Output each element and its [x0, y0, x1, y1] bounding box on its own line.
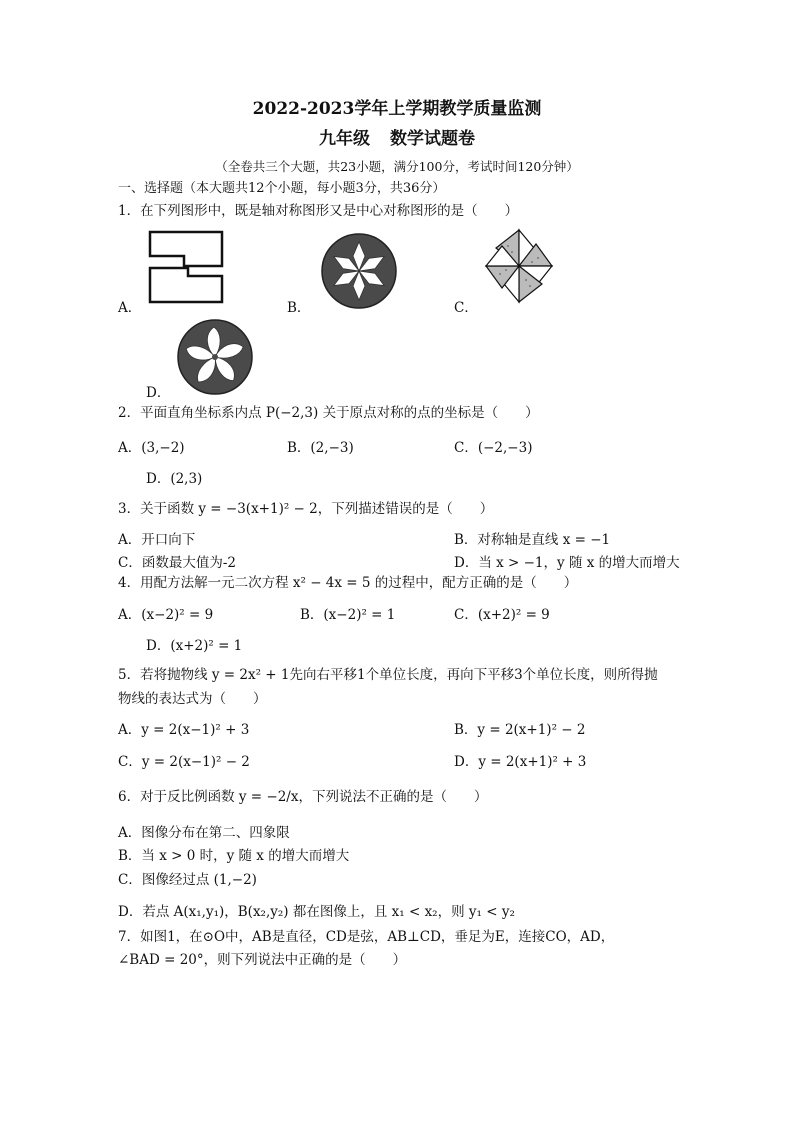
q5-stem-line2: 物线的表达式为（ ）: [118, 691, 267, 707]
q7-stem-line2: ∠BAD = 20°，则下列说法中正确的是（ ）: [118, 952, 407, 968]
q5-option-b[interactable]: B．y = 2(x+1)² − 2: [454, 722, 586, 738]
q2-option-d[interactable]: D．(2,3): [146, 471, 203, 487]
q6-option-b[interactable]: B．当 x > 0 时，y 随 x 的增大而增大: [118, 848, 350, 864]
q6-option-d[interactable]: D．若点 A(x₁,y₁)，B(x₂,y₂) 都在图像上，且 x₁ < x₂，则 y₁ < y₂: [118, 904, 515, 920]
q5-stem-line1: 5．若将抛物线 y = 2x² + 1先向右平移1个单位长度，再向下平移3个单位长度，则所得抛: [118, 667, 658, 683]
q4-option-d[interactable]: D．(x+2)² = 1: [146, 638, 243, 654]
q4-stem: 4．用配方法解一元二次方程 x² − 4x = 5 的过程中，配方正确的是（ ）: [118, 575, 578, 591]
q1-figure-b-hexflake: [320, 232, 398, 310]
q6-stem: 6．对于反比例函数 y = −2/x，下列说法不正确的是（ ）: [118, 789, 488, 805]
q2-option-a[interactable]: A．(3,−2): [118, 440, 185, 456]
exam-note: （全卷共三个大题，共23小题，满分100分，考试时间120分钟）: [215, 159, 579, 174]
q6-option-a[interactable]: A．图像分布在第二、四象限: [118, 825, 290, 841]
q3-option-c[interactable]: C．函数最大值为-2: [118, 555, 236, 571]
q1-figure-c-pinwheel: [482, 226, 556, 306]
q5-option-d[interactable]: D．y = 2(x+1)² + 3: [454, 754, 587, 770]
section-heading: 一、选择题（本大题共12个小题，每小题3分，共36分）: [118, 181, 446, 196]
exam-subtitle: 九年级 数学试题卷: [319, 129, 475, 149]
q5-option-a[interactable]: A．y = 2(x−1)² + 3: [118, 722, 250, 738]
q3-option-b[interactable]: B．对称轴是直线 x = −1: [454, 532, 611, 548]
q7-stem-line1: 7．如图1，在⊙O中，AB是直径，CD是弦，AB⊥CD，垂足为E，连接CO，AD，: [118, 929, 615, 945]
q3-option-d[interactable]: D．当 x > −1，y 随 x 的增大而增大: [454, 555, 680, 571]
q6-option-c[interactable]: C．图像经过点 (1,−2): [118, 872, 257, 888]
q3-option-a[interactable]: A．开口向下: [118, 532, 196, 548]
q1-option-b[interactable]: B．: [287, 300, 311, 316]
q2-option-c[interactable]: C．(−2,−3): [454, 440, 533, 456]
q4-option-b[interactable]: B．(x−2)² = 1: [300, 607, 396, 623]
q4-option-a[interactable]: A．(x−2)² = 9: [118, 607, 214, 623]
q5-option-c[interactable]: C．y = 2(x−1)² − 2: [118, 754, 250, 770]
q3-stem: 3．关于函数 y = −3(x+1)² − 2，下列描述错误的是（ ）: [118, 501, 494, 517]
q2-option-b[interactable]: B．(2,−3): [287, 440, 354, 456]
exam-title: 2022-2023学年上学期教学质量监测: [252, 99, 542, 119]
q1-option-c[interactable]: C．: [454, 300, 478, 316]
q2-stem: 2．平面直角坐标系内点 P(−2,3) 关于原点对称的点的坐标是（ ）: [118, 405, 539, 421]
q4-option-c[interactable]: C．(x+2)² = 9: [454, 607, 550, 623]
q1-stem: 1．在下列图形中，既是轴对称图形又是中心对称图形的是（ ）: [118, 203, 519, 219]
q1-figure-a: [148, 230, 224, 304]
q1-option-d[interactable]: D．: [146, 385, 171, 401]
q1-figure-d-bauhinia: [176, 318, 254, 396]
q1-option-a[interactable]: A．: [118, 300, 142, 316]
